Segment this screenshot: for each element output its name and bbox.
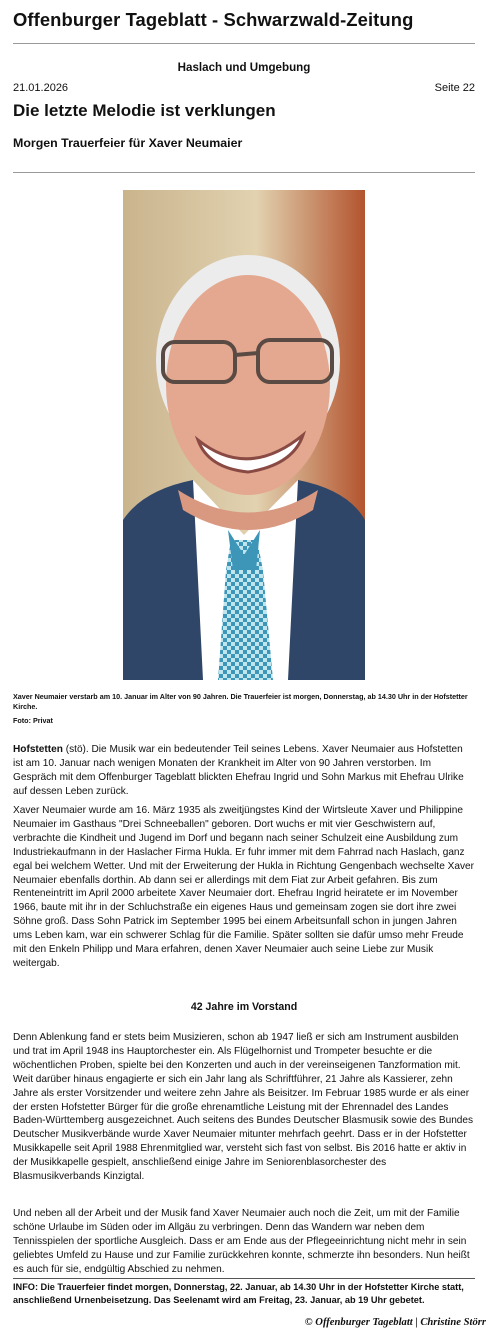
article-paragraph-1 — [13, 743, 475, 799]
page-number: Seite 22 — [434, 82, 475, 94]
article-subheadline: Morgen Trauerfeier für Xaver Neumaier — [13, 136, 243, 150]
dateline: Hofstetten — [13, 744, 63, 755]
article-intertitle: 42 Jahre im Vorstand — [190, 1001, 298, 1013]
photo-credit: Foto: Privat — [13, 716, 53, 725]
section-title: Haslach und Umgebung — [177, 61, 311, 74]
photo-caption: Xaver Neumaier verstarb am 10. Januar im Alter von 90 Jahren. Die Trauerfeier ist morgen, Donnerstag, ab 14.30 Uhr in der Hofstetter Kirche. — [13, 692, 468, 711]
paragraph-1-text: (stö). Die Musik war ein bedeutender Teil seines Lebens. Xaver Neumaier aus Hofstetten ist am 10. Januar nach wenigen Monaten der Krankheit im Alter von 90 Jahren verstorben. Im Gespräch mit dem Offenburger Tageblatt blickten Ehefrau Ingrid und Sohn Markus mit Ehefrau Ulrike auf dessen Leben zurück. — [13, 744, 464, 797]
info-box: INFO: Die Trauerfeier findet morgen, Donnerstag, 22. Januar, ab 14.30 Uhr in der Hofstetter Kirche statt, anschließend Urnenbeisetzung. Das Seelenamt wird am Freitag, 23. Januar, ab 19 Uhr gebetet. — [13, 1282, 464, 1306]
paragraph-2-text: Xaver Neumaier wurde am 16. März 1935 als zweitjüngstes Kind der Wirtsleute Xaver und Philippine Neumaier im Gasthaus "Drei Schneeballen" geboren. Dort wuchs er mit vier Geschwistern auf, verbrachte die Kindheit und Jugend im Dorf und begann nach seiner Schulzeit eine Ausbildung zum Industriekaufmann in der Haslacher Firma Hukla. Er fuhr immer mit dem Fahrrad nach Haslach, ganz egal bei welchem Wetter. Und mit der Erweiterung der Hukla in Richtung Gengenbach wechselte Xaver Neumaier ebenfalls dorthin. Ab dann sei er allerdings mit dem Fiat zur Arbeit gefahren. Bis zum Renteneintritt im April 2000 arbeitete Xaver Neumaier dort. Ehefrau Ingrid heiratete er im November 1966, baute mit ihr in der Schluchstraße ein eigenes Haus und gemeinsam zogen sie dort ihre zwei Söhne groß. Dass Sohn Patrick im September 1995 bei einem Arbeitsunfall schon in jungen Jahren ums Leben kam, war ein schwerer Schlag für die Familie. Später sollten sie dafür umso mehr Freude mit den Enkeln Philipp und Mara erfahren, denen Xaver Neumaier auch seine Liebe zur Musik weitergab. — [13, 805, 475, 969]
portrait-photo — [123, 190, 365, 680]
masthead-divider — [13, 43, 475, 44]
issue-date: 21.01.2026 — [13, 82, 69, 94]
newspaper-masthead: Offenburger Tageblatt - Schwarzwald-Zeitung — [13, 9, 414, 30]
info-divider — [13, 1278, 475, 1279]
article-paragraph-3 — [13, 1031, 475, 1184]
portrait-illustration — [123, 190, 365, 680]
article-headline: Die letzte Melodie ist verklungen — [13, 101, 276, 120]
paragraph-4-text: Und neben all der Arbeit und der Musik fand Xaver Neumaier auch noch die Zeit, um mit der Familie schöne Urlaube im Süden oder im Allgäu zu verbringen. Denn das Wandern war neben dem Tennisspielen der sportliche Ausgleich. Dass er am Ende aus der Pflegeeinrichtung nicht mehr in sein geliebtes Umfeld zu Hause und zur Familie zurückkehren konnte, schmerzte ihn besonders. Nun heißt es auch für sie, endgültig Abschied zu nehmen. — [13, 1208, 470, 1275]
glasses-bridge — [235, 353, 258, 355]
copyright-notice: © Offenburger Tageblatt | Christine Störr — [304, 1317, 486, 1328]
article-paragraph-4 — [13, 1207, 475, 1277]
header-divider — [13, 172, 475, 173]
article-paragraph-2 — [13, 804, 475, 971]
paragraph-3-text: Denn Ablenkung fand er stets beim Musizieren, schon ab 1947 ließ er sich am Instrument ausbilden und trat im April 1948 ins Hauptorchester ein. Als Flügelhornist und Trompeter besuchte er die wöchentlichen Proben, spielte bei den Konzerten und auch in der vereinseigenen Tanzformation mit. Weit darüber hinaus engagierte er sich ein Jahr lang als Schriftführer, 21 Jahre als Kassierer, zehn Jahre als erster Vorsitzender und weitere zehn Jahre als Beisitzer. Im Februar 1985 wurde er als einer der ersten Hofstetter Bürger für die große ehrenamtliche Leistung mit der Ehrennadel des Landes Baden-Württemberg ausgezeichnet. Auch seitens des Bundes Deutscher Blasmusik sowie des Bundes Deutscher Musikverbände wurde Xaver Neumaier mitunter mehrfach geehrt. Dass er in der Hofstetter Musikkapelle seit April 1988 Ehrenmitglied war, versteht sich fast von selbst. Bis 2016 hatte er aktiv in der Musikkapelle gespielt, anschließend einige Jahre im Seniorenblasorchester des Blasmusikverbands Kinzigtal. — [13, 1032, 474, 1183]
